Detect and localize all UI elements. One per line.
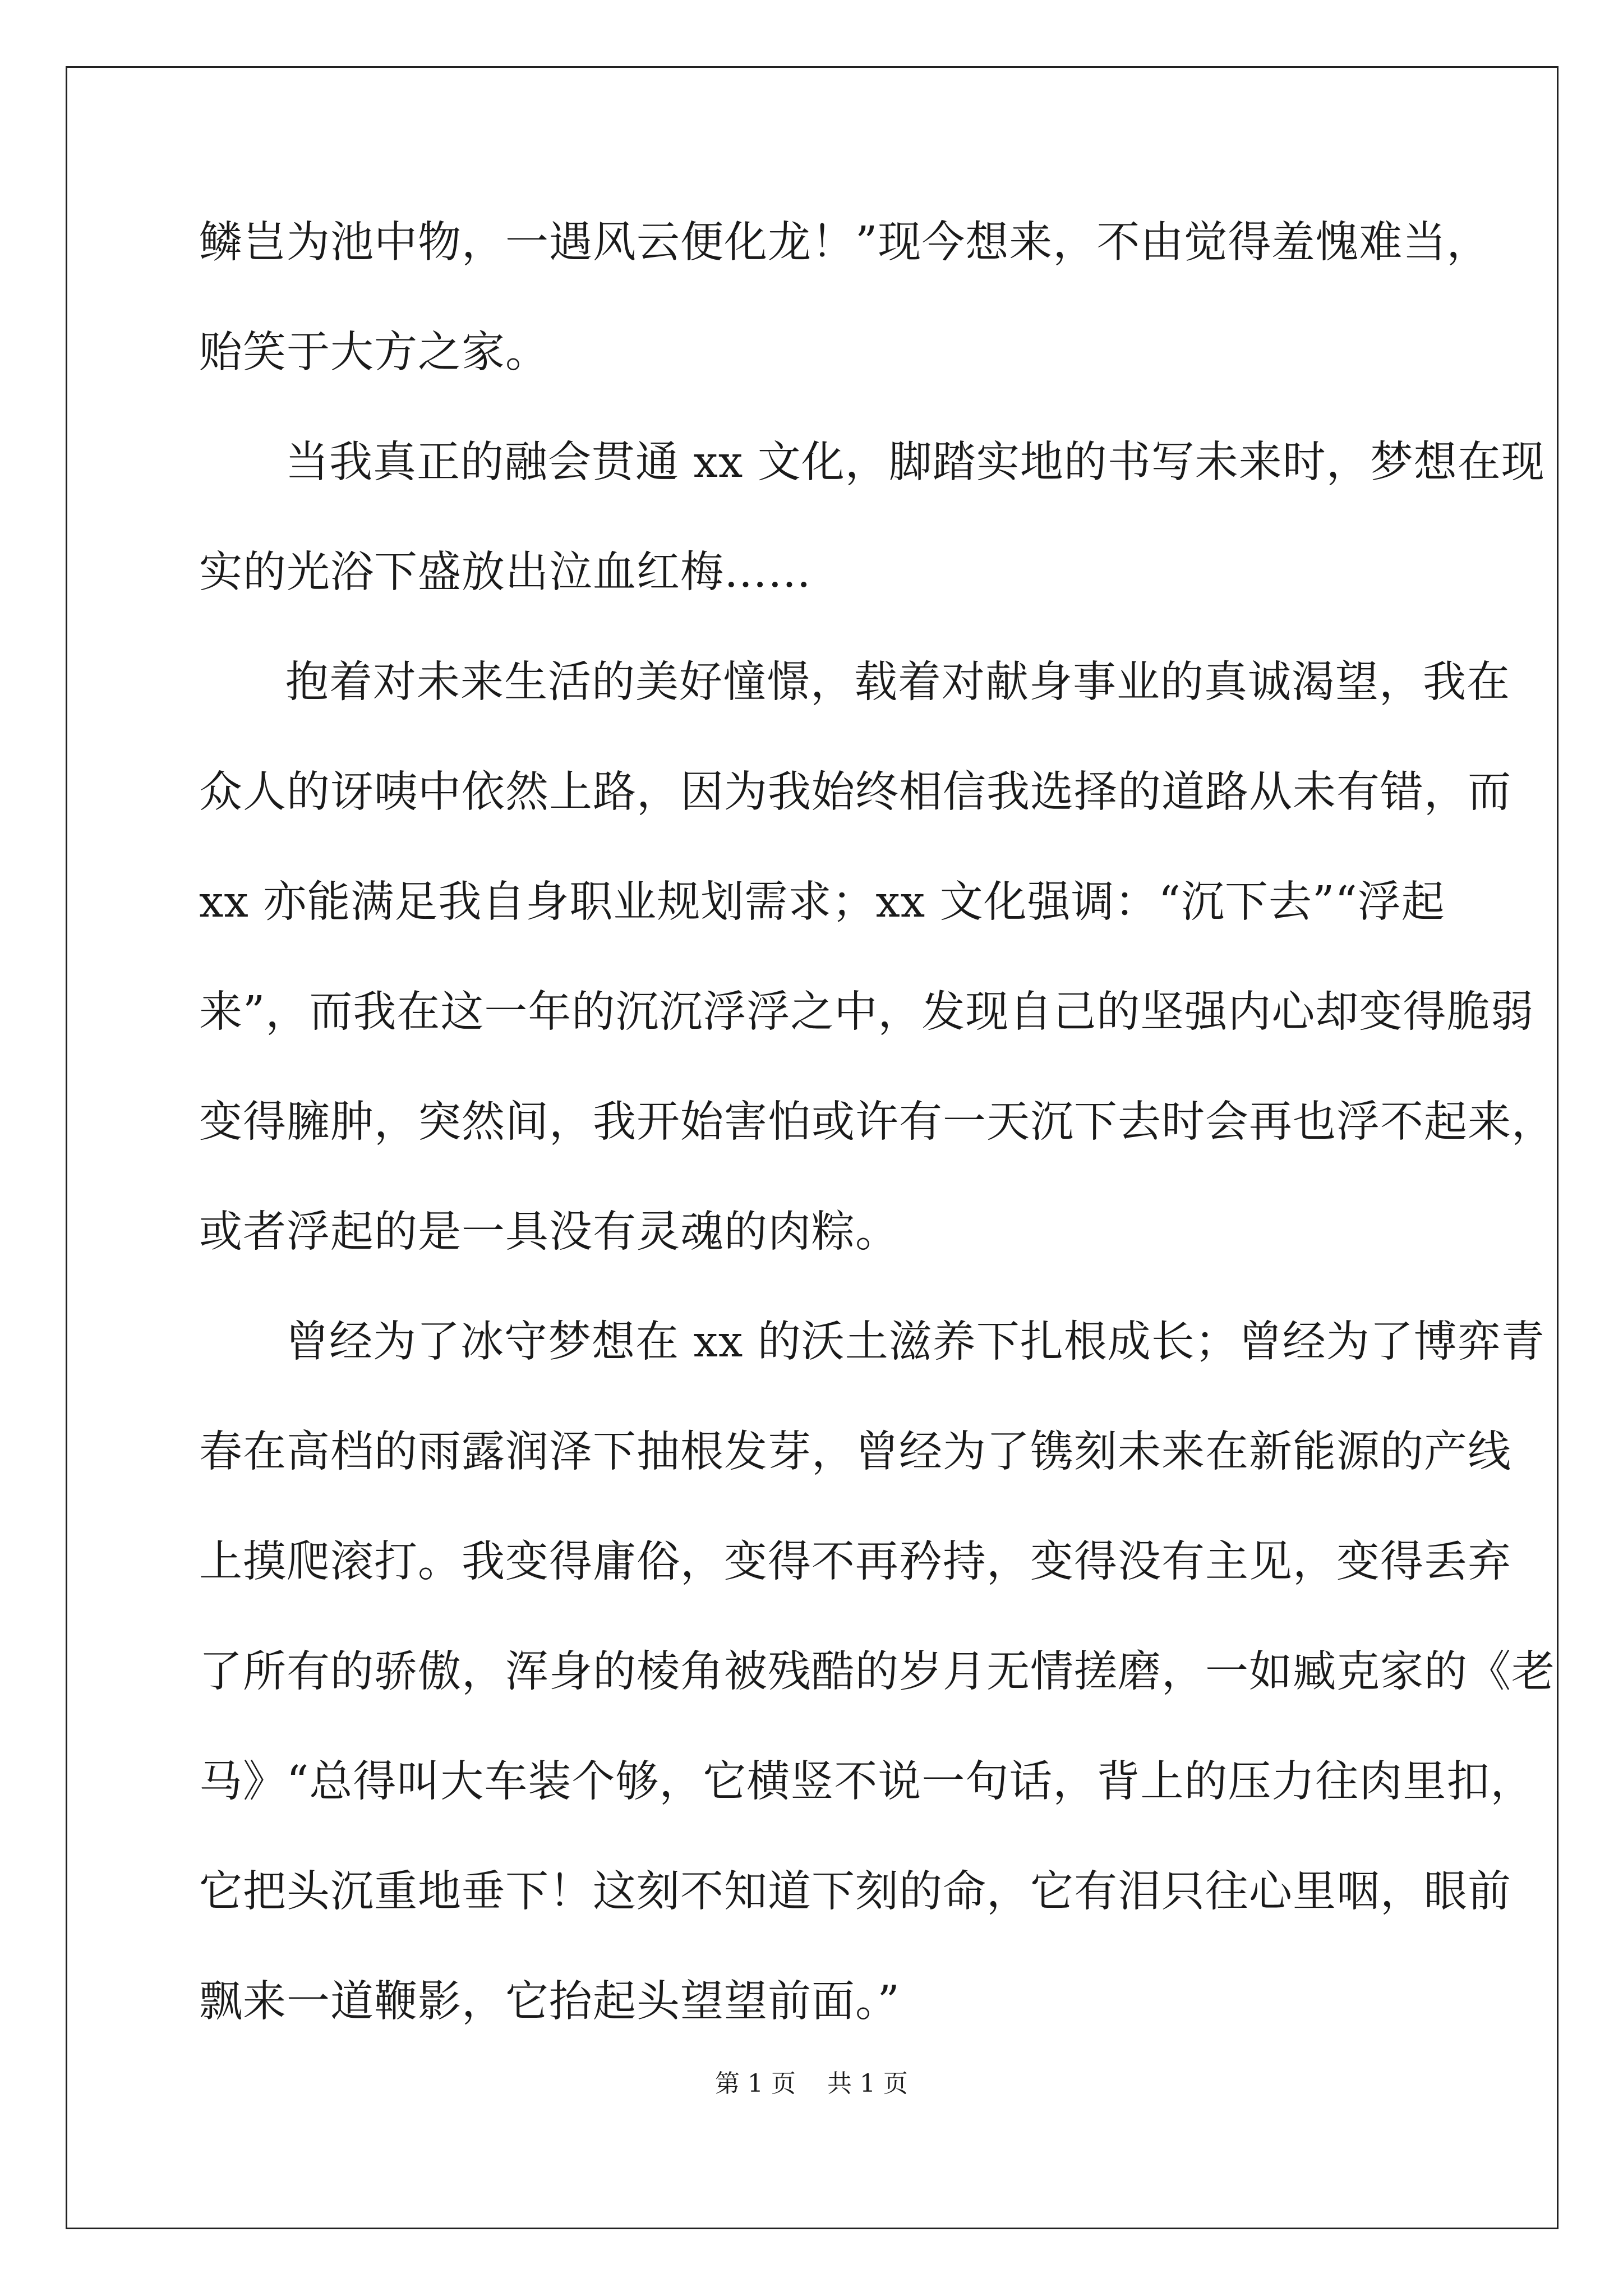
text-line: 春在高档的雨露润泽下抽根发芽，曾经为了镌刻未来在新能源的产线: [199, 1427, 1511, 1477]
text-line: 上摸爬滚打。我变得庸俗，变得不再矜持，变得没有主见，变得丢弃: [199, 1537, 1511, 1587]
text-line: 了所有的骄傲，浑身的棱角被残酷的岁月无情搓磨，一如臧克家的《老: [199, 1647, 1555, 1697]
text-line: 它把头沉重地垂下！这刻不知道下刻的命，它有泪只往心里咽，眼前: [199, 1867, 1511, 1917]
text-line: 鳞岂为池中物，一遇风云便化龙！”现今想来，不由觉得羞愧难当，: [199, 218, 1491, 268]
text-line: 实的光浴下盛放出泣血红梅……: [199, 547, 811, 597]
document-body: [199, 208, 1555, 2077]
text-line: 来”，而我在这一年的沉沉浮浮之中，发现自己的坚强内心却变得脆弱: [199, 987, 1534, 1037]
text-line: 贻笑于大方之家。: [199, 328, 549, 378]
text-line: 当我真正的融会贯通 xx 文化，脚踏实地的书写未来时，梦想在现: [285, 438, 1545, 487]
page-footer: 第 1 页 共 1 页: [715, 2069, 908, 2098]
text-line: 曾经为了冰守梦想在 xx 的沃土滋养下扎根成长；曾经为了博弈青: [285, 1317, 1545, 1367]
text-line: 变得臃肿，突然间，我开始害怕或许有一天沉下去时会再也浮不起来，: [199, 1097, 1555, 1147]
text-line: 马》“总得叫大车装个够，它横竖不说一句话，背上的压力往肉里扣，: [199, 1757, 1534, 1807]
text-line: 飘来一道鞭影，它抬起头望望前面。”: [199, 1977, 900, 2027]
text-line: 众人的讶咦中依然上路，因为我始终相信我选择的道路从未有错，而: [199, 767, 1511, 817]
text-line: 抱着对未来生活的美好憧憬，载着对献身事业的真诚渴望，我在: [285, 657, 1510, 707]
text-line: 或者浮起的是一具没有灵魂的肉粽。: [199, 1207, 899, 1257]
text-line: xx 亦能满足我自身职业规划需求；xx 文化强调：“沉下去”“浮起: [199, 877, 1445, 927]
